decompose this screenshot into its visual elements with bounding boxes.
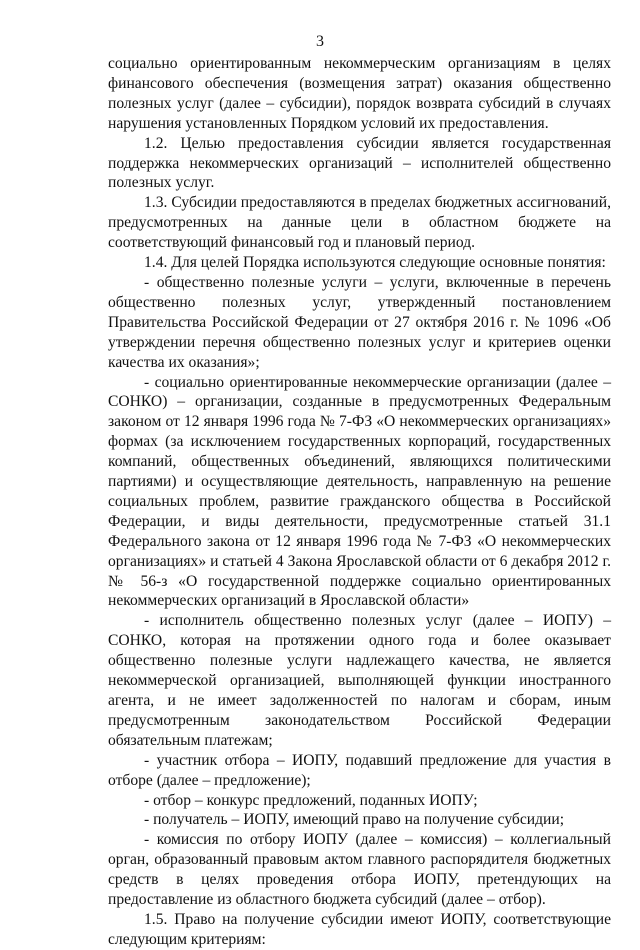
definition-commission: - комиссия по отбору ИОПУ (далее – комиссия) – коллегиальный орган, образованный правовым актом главного распорядителя бюджетных средств в целях проведения отбора ИОПУ, претендующих на предоставление из областного бюджета субсидий (далее – отбор). [108,831,611,909]
definition-selection: - отбор – конкурс предложений, поданных ИОПУ; [144,791,478,809]
document-body [108,54,611,950]
definition-selection-participant: - участник отбора – ИОПУ, подавший предложение для участия в отборе (далее – предложение); [108,751,611,789]
paragraph-1-3: 1.3. Субсидии предоставляются в пределах бюджетных ассигнований, предусмотренных на данные цели в областном бюджете на соответствующий финансовый год и плановый период. [108,194,611,252]
definition-public-services: - общественно полезные услуги – услуги, включенные в перечень общественно полезных услуг, утвержденный постановлением Правительства Российской Федерации от 27 октября 2016 г. № 1096 «Об утверждении перечня общественно полезных услуг и критериев оценки качества их оказания»; [108,273,611,371]
definition-recipient: - получатель – ИОПУ, имеющий право на получение субсидии; [144,811,565,829]
definition-iopu: - исполнитель общественно полезных услуг (далее – ИОПУ) – СОНКО, которая на протяжении одного года и более оказывает общественно полезные услуги надлежащего качества, не является некоммерческой организацией, выполняющей функции иностранного агента, и не имеет задолженностей по налогам и сборам, иным предусмотренным законодательством Российской Федерации обязательным платежам; [108,612,611,749]
paragraph-1-4: 1.4. Для целей Порядка используются следующие основные понятия: [144,254,606,272]
page-number: 3 [316,33,324,50]
paragraph-1-5: 1.5. Право на получение субсидии имеют ИОПУ, соответствующие следующим критериям: [108,910,611,948]
definition-sonko: - социально ориентированные некоммерческие организации (далее – СОНКО) – организации, созданные в предусмотренных Федеральным законом от 12 января 1996 года № 7-ФЗ «О некоммерческих организациях» формах (за исключением государственных корпораций, государственных компаний, общественных объединений, являющихся политическими партиями) и осуществляющие деятельность, направленную на решение социальных проблем, развитие гражданского общества в Российской Федерации, и виды деятельности, предусмотренные статьей 31.1 Федерального закона от 12 января 1996 года № 7-ФЗ «О некоммерческих организациях» и статьей 4 Закона Ярославской области от 6 декабря 2012 г. № 56-з «О государственной поддержке социально ориентированных некоммерческих организаций в Ярославской области» [108,373,611,610]
paragraph-1-2: 1.2. Целью предоставления субсидии является государственная поддержка некоммерческих организаций – исполнителей общественно полезных услуг. [108,134,611,192]
paragraph-intro-continuation: социально ориентированным некоммерческим организациям в целях финансового обеспечения (возмещения затрат) оказания общественно полезных услуг (далее – субсидии), порядок возврата субсидий в случаях нарушения установленных Порядком условий их предоставления. [108,55,611,132]
